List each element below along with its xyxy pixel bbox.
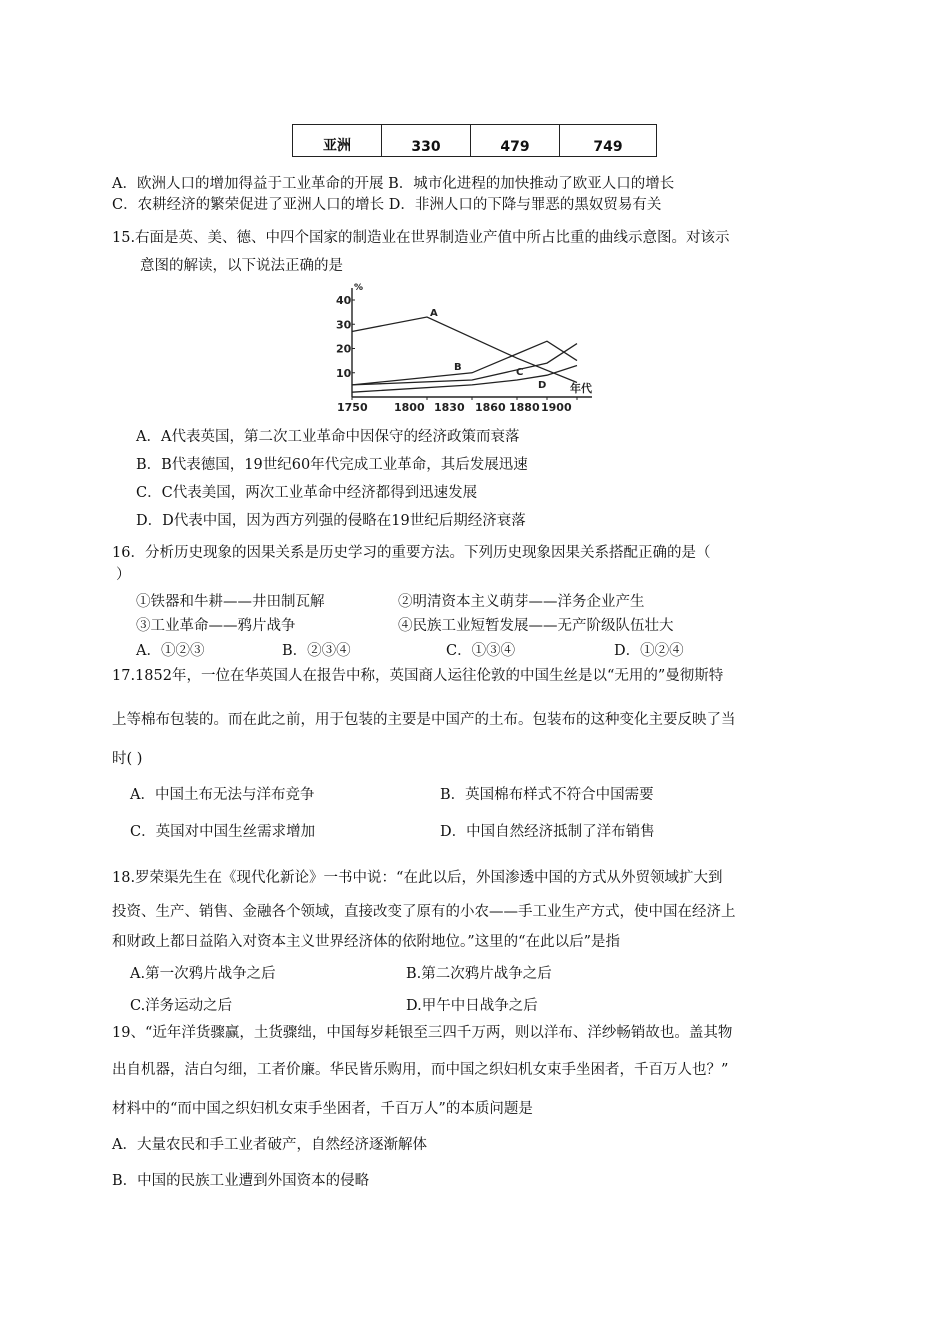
q16-item-2: ②明清资本主义萌芽——洋务企业产生 xyxy=(398,594,645,610)
q14-option-line-2: C．农耕经济的繁荣促进了亚洲人口的增长 D．非洲人口的下降与罪恶的黑奴贸易有关 xyxy=(112,197,662,213)
q15-option-b: B．B代表德国，19世纪60年代完成工业革命，其后发展迅速 xyxy=(136,457,528,473)
q18-stem-line-1: 18.罗荣渠先生在《现代化新论》一书中说：“在此以后，外国渗透中国的方式从外贸领域扩大到 xyxy=(112,870,723,886)
table-cell: 330 xyxy=(382,125,471,157)
series-label-a: A xyxy=(430,308,438,319)
q16-option-d: D．①②④ xyxy=(614,643,684,659)
y-axis-label: % xyxy=(354,283,364,293)
q18-stem-line-2: 投资、生产、销售、金融各个领域，直接改变了原有的小农——手工业生产方式，使中国在经济上 xyxy=(112,904,736,920)
q15-option-a: A．A代表英国，第二次工业革命中因保守的经济政策而衰落 xyxy=(136,429,520,445)
x-tick-label: 1900 xyxy=(541,401,572,414)
q19-option-a: A．大量农民和手工业者破产，自然经济逐渐解体 xyxy=(112,1137,427,1153)
series-line-c xyxy=(352,344,577,385)
q18-stem-line-3: 和财政上都日益陷入对资本主义世界经济体的依附地位。”这里的“在此以后”是指 xyxy=(112,934,620,950)
x-tick-label: 1880 xyxy=(509,401,540,414)
y-tick-label: 20 xyxy=(336,342,352,356)
table-cell: 749 xyxy=(560,125,657,157)
y-tick-label: 40 xyxy=(336,294,352,307)
x-tick-label: 1800 xyxy=(394,401,425,414)
x-tick-label: 1860 xyxy=(475,401,506,414)
q16-option-c: C．①③④ xyxy=(446,643,516,659)
q19-stem-line-3: 材料中的“而中国之织妇机女束手坐困者，千百万人”的本质问题是 xyxy=(112,1101,533,1117)
series-line-b xyxy=(352,341,577,385)
series-line-a xyxy=(352,317,577,383)
q17-option-d: D．中国自然经济抵制了洋布销售 xyxy=(440,824,655,840)
x-tick-label: 1750 xyxy=(337,401,368,414)
table-row xyxy=(293,125,657,157)
q17-option-a: A．中国土布无法与洋布竞争 xyxy=(130,787,315,803)
x-tick-label: 1830 xyxy=(434,401,465,414)
q15-option-d: D．D代表中国，因为西方列强的侵略在19世纪后期经济衰落 xyxy=(136,513,526,529)
x-axis-label: 年代 xyxy=(570,382,592,395)
series-label-d: D xyxy=(538,380,547,391)
q15-stem-line-1: 15.右面是英、美、德、中四个国家的制造业在世界制造业产值中所占比重的曲线示意图。对该示 xyxy=(112,230,730,246)
q18-option-a: A.第一次鸦片战争之后 xyxy=(130,966,276,982)
q16-stem-line-1: 16．分析历史现象的因果关系是历史学习的重要方法。下列历史现象因果关系搭配正确的是（ xyxy=(112,545,711,561)
series-label-c: C xyxy=(516,367,524,378)
population-table xyxy=(292,124,657,157)
q16-item-4: ④民族工业短暂发展——无产阶级队伍壮大 xyxy=(398,618,674,634)
manufacturing-share-chart xyxy=(334,280,604,420)
q17-stem-line-1: 17.1852年，一位在华英国人在报告中称，英国商人运往伦敦的中国生丝是以“无用的”曼彻斯特 xyxy=(112,668,724,684)
q17-option-b: B．英国棉布样式不符合中国需要 xyxy=(440,787,654,803)
table-cell: 亚洲 xyxy=(293,125,382,157)
q14-option-line-1: A．欧洲人口的增加得益于工业革命的开展 B．城市化进程的加快推动了欧亚人口的增长 xyxy=(112,176,675,192)
q16-option-a: A．①②③ xyxy=(136,643,205,659)
q17-option-c: C．英国对中国生丝需求增加 xyxy=(130,824,316,840)
table-cell: 479 xyxy=(471,125,560,157)
q15-option-c: C．C代表美国，两次工业革命中经济都得到迅速发展 xyxy=(136,485,478,501)
q15-stem-line-2: 意图的解读，以下说法正确的是 xyxy=(140,258,343,274)
q18-option-b: B.第二次鸦片战争之后 xyxy=(406,966,552,982)
y-tick-label: 30 xyxy=(336,318,352,332)
q18-option-c: C.洋务运动之后 xyxy=(130,998,233,1014)
q16-option-b: B．②③④ xyxy=(282,643,351,659)
q17-stem-line-2: 上等棉布包装的。而在此之前，用于包装的主要是中国产的土布。包装布的这种变化主要反映了当 xyxy=(112,712,736,728)
q19-stem-line-1: 19、“近年洋货骤赢，土货骤绌，中国每岁耗银至三四千万两，则以洋布、洋纱畅销故也。盖其物 xyxy=(112,1025,733,1041)
chart-ticks xyxy=(336,294,577,414)
q19-option-b: B．中国的民族工业遭到外国资本的侵略 xyxy=(112,1173,370,1189)
y-tick-label: 10 xyxy=(336,366,352,380)
q16-item-1: ①铁器和牛耕——井田制瓦解 xyxy=(136,594,325,610)
q17-stem-line-3: 时( ) xyxy=(112,751,143,767)
q16-stem-line-2: ） xyxy=(116,567,131,583)
q16-item-3: ③工业革命——鸦片战争 xyxy=(136,618,296,634)
q19-stem-line-2: 出自机器，洁白匀细，工者价廉。华民皆乐购用，而中国之织妇机女束手坐困者，千百万人也？” xyxy=(112,1062,729,1078)
q18-option-d: D.甲午中日战争之后 xyxy=(406,998,538,1014)
series-label-b: B xyxy=(454,362,462,373)
